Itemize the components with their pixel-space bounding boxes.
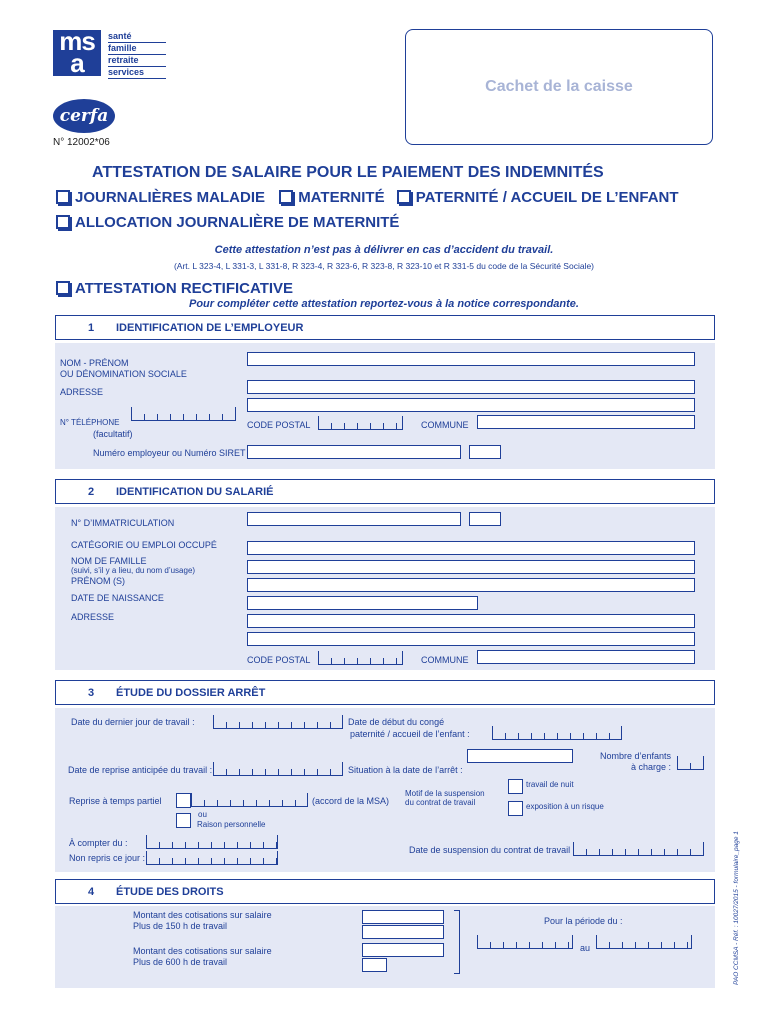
employer-denom-label: OU DÉNOMINATION SOCIALE — [60, 369, 187, 379]
period-to-label: au — [580, 943, 591, 953]
section-title: ÉTUDE DU DOSSIER ARRÊT — [116, 687, 266, 699]
articles-note: (Art. L 323-4, L 331-3, L 331-8, R 323-4, R 323-6, R 323-8, R 323-10 et R 331-5 du code de la Sécurité Sociale) — [173, 261, 595, 271]
period-to-input[interactable] — [596, 935, 692, 949]
section-title: ÉTUDE DES DROITS — [116, 886, 224, 898]
children-count-input[interactable] — [677, 756, 704, 770]
employee-firstname-input[interactable] — [247, 578, 695, 592]
situation-label: Situation à la date de l’arrêt : — [348, 765, 463, 775]
employer-phone-label: N° TÉLÉPHONE — [60, 418, 120, 427]
from-date-input[interactable] — [146, 835, 278, 849]
employee-commune-label: COMMUNE — [421, 655, 469, 665]
employee-birthdate-label: DATE DE NAISSANCE — [71, 593, 164, 603]
employer-commune-input[interactable] — [477, 415, 695, 429]
option-allocation-label: ALLOCATION JOURNALIÈRE DE MATERNITÉ — [75, 214, 400, 231]
early-return-input[interactable] — [213, 762, 343, 776]
employee-commune-input[interactable] — [477, 650, 695, 664]
side-reference: PAO CCMSA - Réf. : 10027/2015 - formulaire_page 1 — [733, 831, 740, 985]
not-resumed-input[interactable] — [146, 851, 278, 865]
section-1-header — [55, 315, 715, 340]
employer-name-label: NOM - PRÉNOM — [60, 358, 129, 368]
cerfa-logo-text: cerfa — [59, 106, 109, 126]
part-time-checkbox[interactable] — [176, 793, 191, 808]
personal-reason-checkbox[interactable] — [176, 813, 191, 828]
leave-start-label-1: Date de début du congé — [348, 717, 445, 727]
msa-tagline — [108, 31, 166, 79]
msa-logo-letters: msa — [59, 30, 95, 76]
part-time-label: Reprise à temps partiel — [69, 796, 162, 806]
rectificative-row — [56, 280, 293, 297]
checkbox-paternite[interactable] — [397, 190, 411, 204]
section-2-header — [55, 479, 715, 504]
children-count-label-1: Nombre d’enfants — [600, 751, 672, 761]
situation-input[interactable] — [467, 749, 573, 763]
night-work-checkbox[interactable] — [508, 779, 523, 794]
employer-postal-label: CODE POSTAL — [247, 420, 311, 430]
employee-address-input-2[interactable] — [247, 632, 695, 646]
or-label: ou — [198, 810, 207, 819]
not-resumed-label: Non repris ce jour : — [69, 853, 146, 863]
contrib-600-input-2[interactable] — [362, 958, 387, 972]
cerfa-number: N° 12002*06 — [53, 137, 110, 148]
period-from-input[interactable] — [477, 935, 573, 949]
msa-logo — [53, 30, 101, 76]
personal-reason-label: Raison personnelle — [197, 820, 266, 829]
section-title: IDENTIFICATION DE L’EMPLOYEUR — [116, 322, 304, 334]
night-work-label: travail de nuit — [526, 780, 574, 789]
option-paternite-label: PATERNITÉ / ACCUEIL DE L’ENFANT — [415, 189, 679, 206]
employee-postal-label: CODE POSTAL — [247, 655, 311, 665]
notice-note: Pour compléter cette attestation reportez-vous à la notice correspondante. — [189, 298, 579, 310]
contrib-600-input-1[interactable] — [362, 943, 444, 957]
section-number: 3 — [88, 687, 95, 699]
form-title: ATTESTATION DE SALAIRE POUR LE PAIEMENT DES INDEMNITÉS — [92, 164, 604, 181]
employee-immat-input[interactable] — [247, 512, 461, 526]
msa-tagline-line: famille — [108, 43, 166, 55]
employer-phone-input[interactable] — [131, 407, 236, 421]
part-time-date-input[interactable] — [191, 793, 308, 807]
employer-siret-input[interactable] — [247, 445, 461, 459]
employee-address-input-1[interactable] — [247, 614, 695, 628]
leave-start-label-2: paternité / accueil de l’enfant : — [350, 729, 470, 739]
checkbox-allocation[interactable] — [56, 215, 70, 229]
section-number: 2 — [88, 486, 95, 498]
msa-agreement-label: (accord de la MSA) — [312, 796, 390, 806]
title-options-row-1 — [56, 189, 679, 206]
section-4-header — [55, 879, 715, 904]
employer-address-input-2[interactable] — [247, 398, 695, 412]
msa-tagline-line: santé — [108, 31, 166, 43]
title-options-row-2 — [56, 214, 399, 231]
stamp-label: Cachet de la caisse — [485, 78, 633, 95]
employer-commune-label: COMMUNE — [421, 420, 469, 430]
employee-category-input[interactable] — [247, 541, 695, 555]
employer-address-input-1[interactable] — [247, 380, 695, 394]
suspension-reason-label-1: Motif de la suspension — [405, 789, 485, 798]
contrib-150-label-2: Plus de 150 h de travail — [133, 921, 228, 931]
risk-exposure-label: exposition à un risque — [526, 802, 604, 811]
contrib-150-label-1: Montant des cotisations sur salaire — [133, 910, 272, 920]
checkbox-rectificative[interactable] — [56, 281, 70, 295]
employee-postal-input[interactable] — [318, 651, 403, 665]
leave-start-input[interactable] — [492, 726, 622, 740]
employee-immat-label: N° D’IMMATRICULATION — [71, 518, 175, 528]
last-workday-label: Date du dernier jour de travail : — [71, 717, 195, 727]
rectificative-label: ATTESTATION RECTIFICATIVE — [75, 280, 294, 297]
early-return-label: Date de reprise anticipée du travail : — [68, 765, 213, 775]
contrib-150-input-1[interactable] — [362, 910, 444, 924]
employee-immat-key-input[interactable] — [469, 512, 501, 526]
employee-category-label: CATÉGORIE OU EMPLOI OCCUPÉ — [71, 540, 217, 550]
employer-name-input[interactable] — [247, 352, 695, 366]
section-3-header — [55, 680, 715, 705]
cerfa-logo — [53, 99, 115, 133]
employee-firstname-label: PRÉNOM (S) — [71, 576, 125, 586]
option-maternite-label: MATERNITÉ — [298, 189, 385, 206]
last-workday-input[interactable] — [213, 715, 343, 729]
section-title: IDENTIFICATION DU SALARIÉ — [116, 486, 274, 498]
accident-note: Cette attestation n’est pas à délivrer en cas d’accident du travail. — [214, 244, 554, 256]
stamp-box — [405, 29, 713, 145]
section-number: 4 — [88, 886, 95, 898]
msa-tagline-line: retraite — [108, 55, 166, 67]
period-label: Pour la période du : — [544, 916, 623, 926]
suspension-date-input[interactable] — [573, 842, 704, 856]
employer-postal-input[interactable] — [318, 416, 403, 430]
employee-lastname-note: (suivi, s’il y a lieu, du nom d’usage) — [71, 566, 196, 575]
option-maladie-label: JOURNALIÈRES MALADIE — [75, 189, 266, 206]
from-date-label: À compter du : — [69, 838, 128, 848]
risk-exposure-checkbox[interactable] — [508, 801, 523, 816]
bracket-divider — [454, 910, 460, 974]
employer-siret-label: Numéro employeur ou Numéro SIRET — [93, 448, 246, 458]
section-number: 1 — [88, 322, 95, 334]
employee-lastname-label: NOM DE FAMILLE — [71, 556, 147, 566]
employee-lastname-input[interactable] — [247, 560, 695, 574]
employer-phone-optional: (facultatif) — [93, 429, 133, 439]
employee-address-label: ADRESSE — [71, 612, 115, 622]
checkbox-maladie[interactable] — [56, 190, 70, 204]
employer-address-label: ADRESSE — [60, 387, 104, 397]
msa-tagline-line: services — [108, 67, 166, 79]
contrib-600-label-1: Montant des cotisations sur salaire — [133, 946, 272, 956]
contrib-150-input-2[interactable] — [362, 925, 444, 939]
suspension-reason-label-2: du contrat de travail — [405, 798, 476, 807]
suspension-date-label: Date de suspension du contrat de travail — [409, 845, 571, 855]
checkbox-maternite[interactable] — [279, 190, 293, 204]
children-count-label-2: à charge : — [631, 762, 672, 772]
employee-birthdate-input[interactable] — [247, 596, 478, 610]
employer-siret-key-input[interactable] — [469, 445, 501, 459]
contrib-600-label-2: Plus de 600 h de travail — [133, 957, 228, 967]
